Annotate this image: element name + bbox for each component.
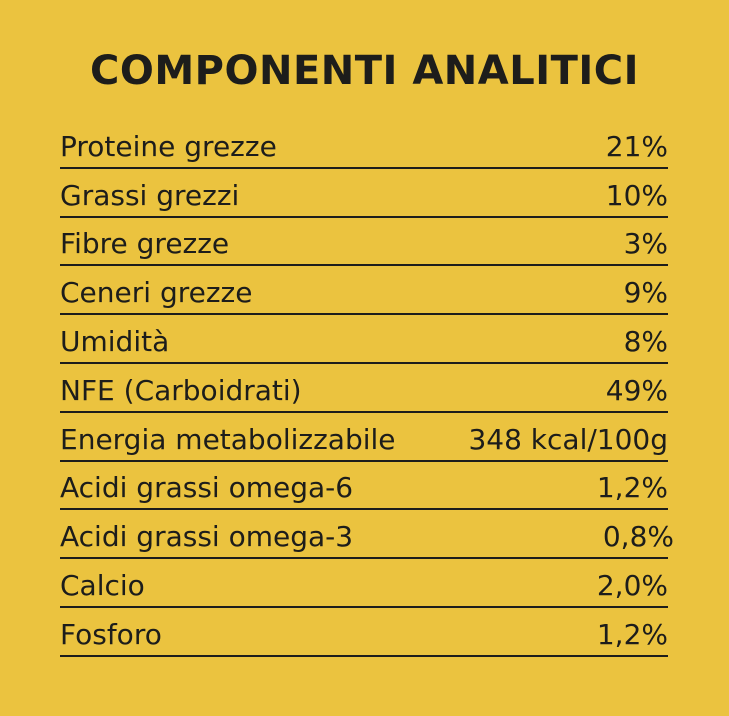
row-value: 348 kcal/100g [468, 422, 668, 456]
row-label: Acidi grassi omega-3 [60, 520, 354, 554]
table-row [60, 169, 668, 218]
table-row [60, 218, 668, 267]
row-label: NFE (Carboidrati) [60, 373, 302, 407]
row-value: 2,0% [596, 568, 668, 602]
row-label: Calcio [60, 568, 145, 602]
row-value: 1,2% [596, 617, 668, 651]
row-value: 21% [605, 129, 668, 163]
table-row [60, 364, 668, 413]
row-label: Acidi grassi omega-6 [60, 471, 354, 505]
row-label: Ceneri grezze [60, 276, 253, 310]
row-label: Proteine grezze [60, 129, 277, 163]
row-label: Energia metabolizzabile [60, 422, 396, 456]
row-value: 3% [623, 227, 668, 261]
table-row [60, 266, 668, 315]
table-row [60, 559, 668, 608]
row-label: Fosforo [60, 617, 162, 651]
row-value: 49% [605, 373, 668, 407]
page-title: COMPONENTI ANALITICI [89, 48, 640, 94]
table-row [60, 608, 668, 657]
analytical-table [60, 120, 674, 657]
table-row [60, 315, 668, 364]
row-value: 10% [605, 178, 668, 212]
row-value: 1,2% [596, 471, 668, 505]
table-row [60, 413, 668, 462]
row-value: 0,8% [602, 520, 674, 554]
row-value: 9% [623, 276, 668, 310]
row-value: 8% [623, 324, 668, 358]
row-label: Fibre grezze [60, 227, 230, 261]
table-row [60, 462, 668, 511]
table-row [60, 510, 674, 559]
row-label: Umidità [60, 324, 170, 358]
table-row [60, 120, 668, 169]
row-label: Grassi grezzi [60, 178, 240, 212]
